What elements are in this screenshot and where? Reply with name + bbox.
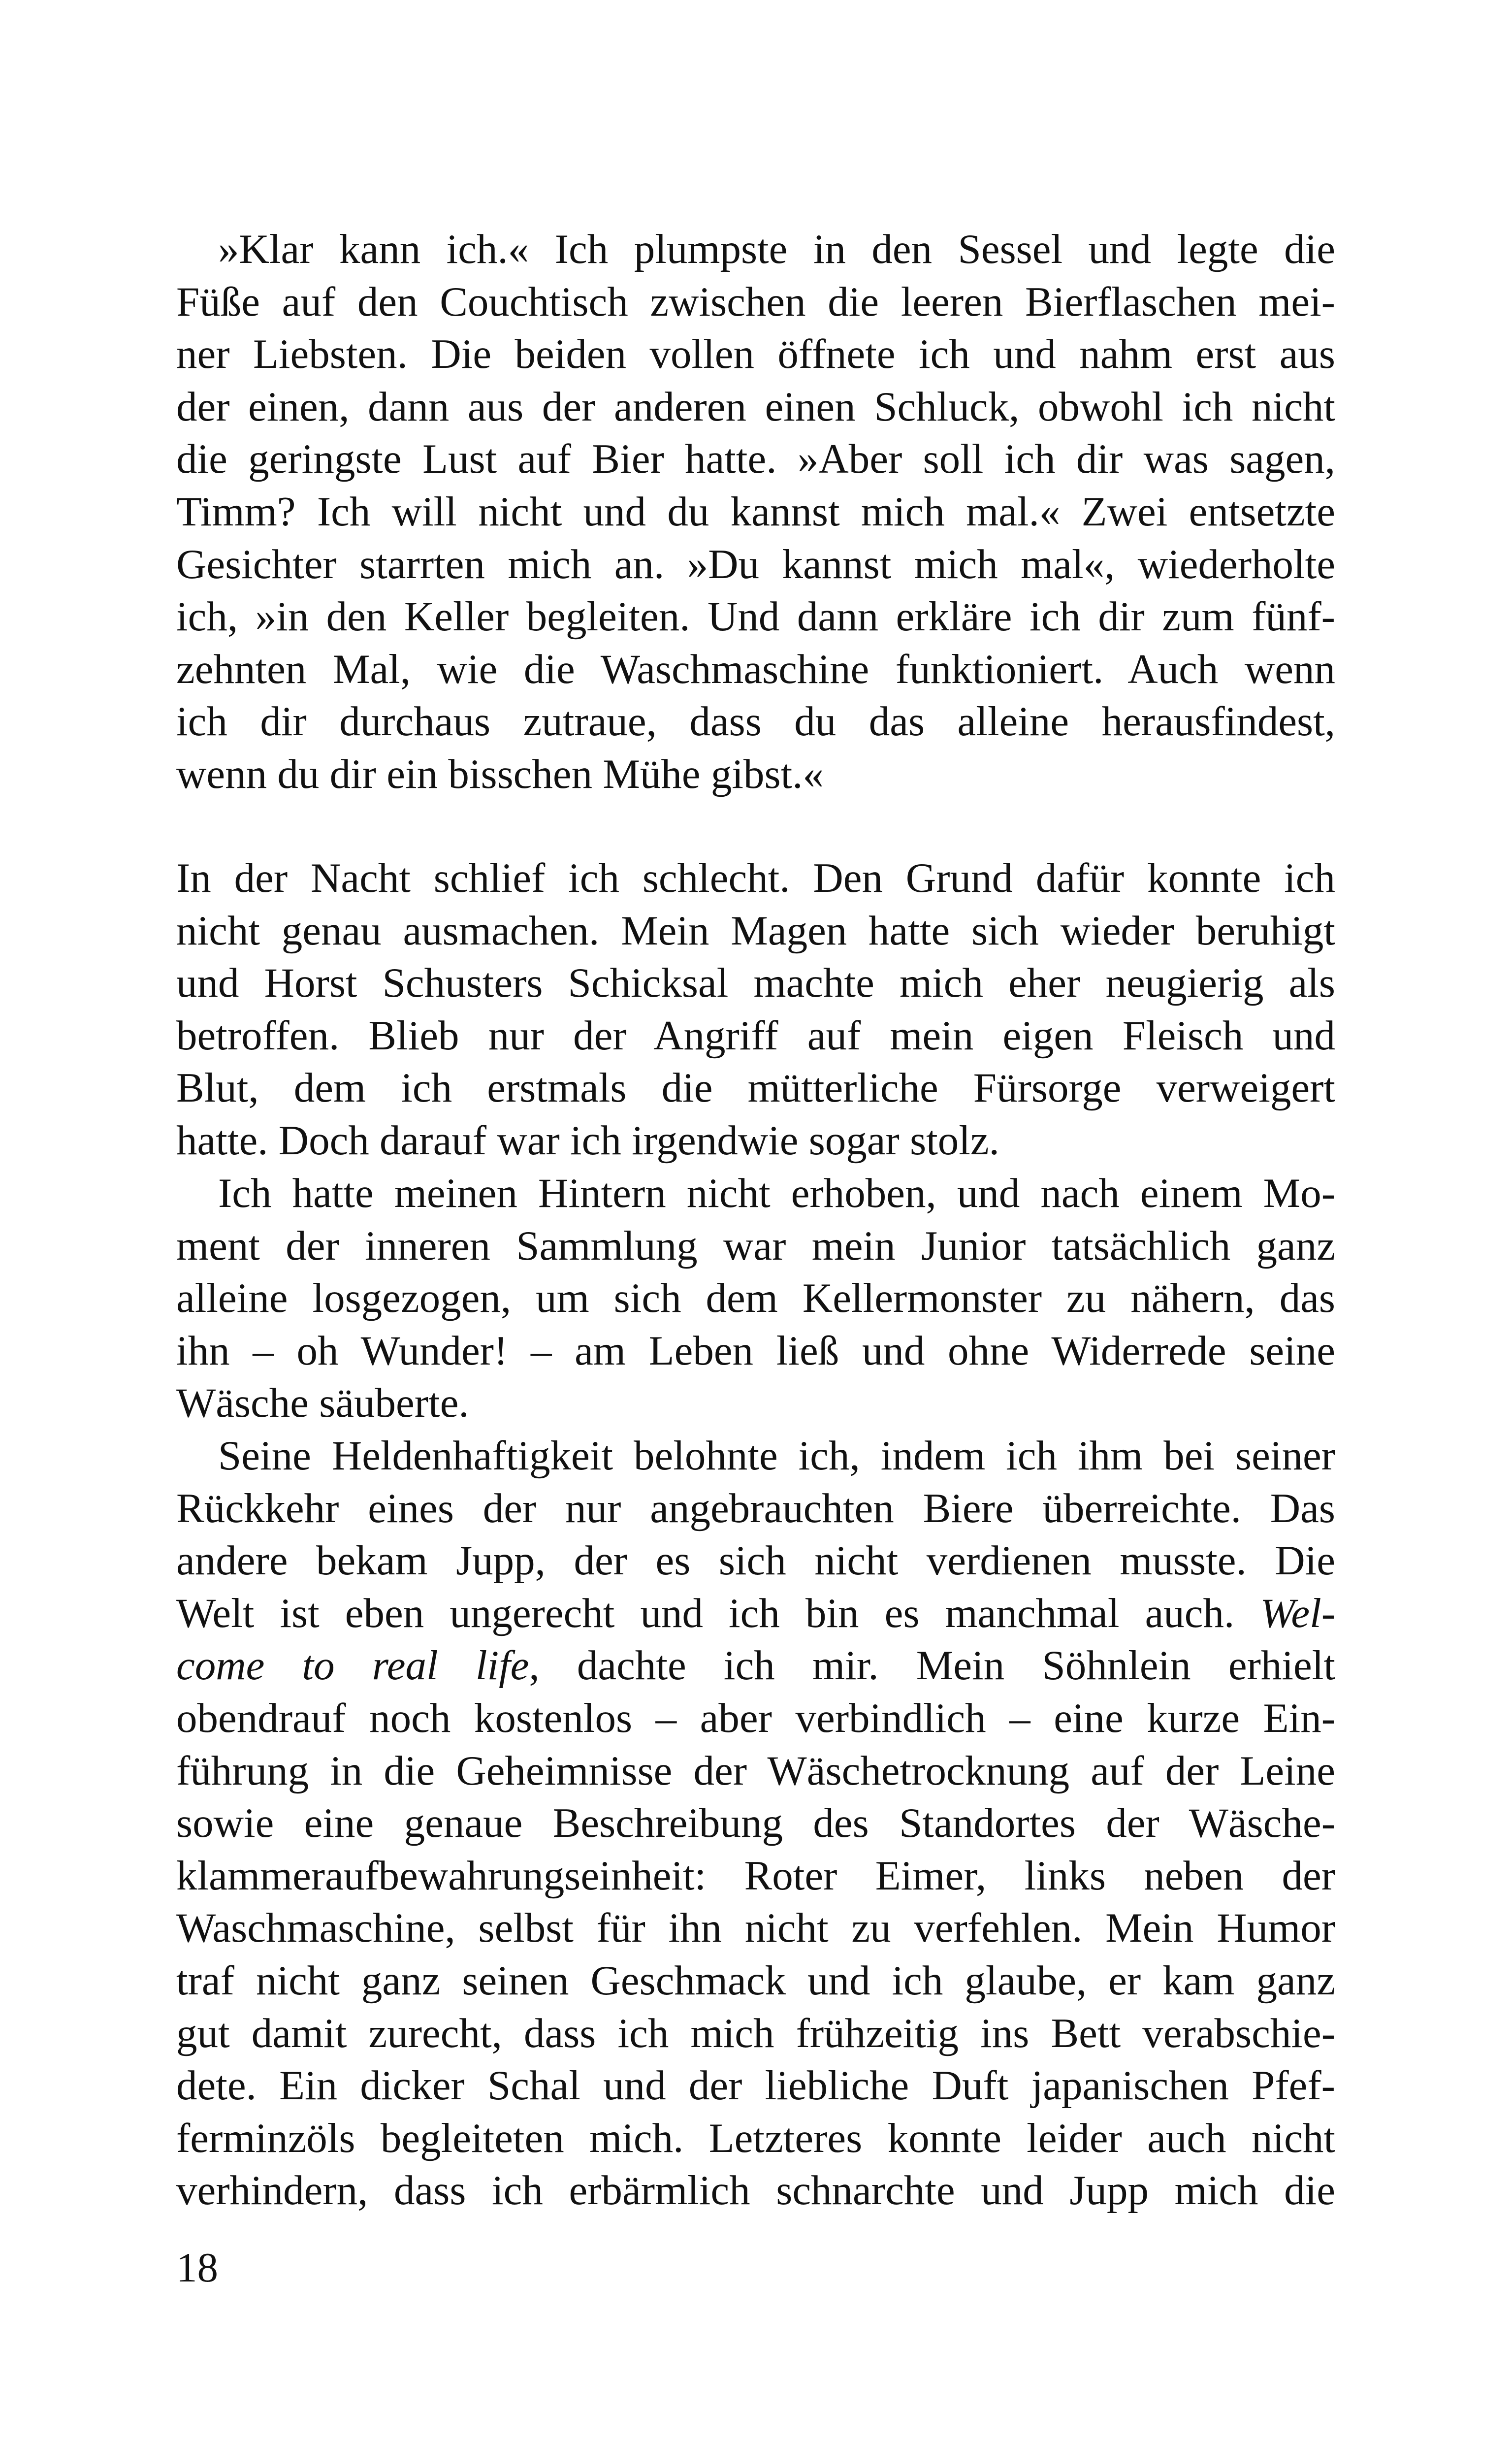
text-line: Seine Heldenhaftigkeit belohnte ich, indem ich ihm bei seiner — [218, 1433, 1335, 1479]
text-line: traf nicht ganz seinen Geschmack und ich glaube, er kam ganz — [176, 1957, 1335, 2004]
text-line: obendrauf noch kostenlos – aber verbindlich – eine kurze Ein- — [176, 1694, 1335, 1741]
text-line: Blut, dem ich erstmals die mütterliche Fürsorge verweigert — [176, 1065, 1335, 1111]
text-line: ment der inneren Sammlung war mein Junior tatsächlich ganz — [176, 1222, 1335, 1269]
text-line: hatte. Doch darauf war ich irgendwie sogar stolz. — [176, 1117, 999, 1164]
page-number: 18 — [176, 2245, 218, 2291]
text-line: ihn – oh Wunder! – am Leben ließ und ohne Widerrede seine — [176, 1327, 1335, 1374]
text-line: Timm? Ich will nicht und du kannst mich mal.« Zwei entsetzte — [176, 488, 1335, 535]
text-line: gut damit zurecht, dass ich mich frühzeitig ins Bett verabschie- — [176, 2010, 1335, 2056]
text-line: zehnten Mal, wie die Waschmaschine funktioniert. Auch wenn — [176, 646, 1335, 692]
text-line: ferminzöls begleiteten mich. Letzteres konnte leider auch nicht — [176, 2115, 1335, 2161]
paragraph-3 — [176, 1167, 1335, 1430]
text-line: ich dir durchaus zutraue, dass du das alleine herausfindest, — [176, 698, 1335, 745]
text-run: , dachte ich mir. Mein Söhnlein erhielt — [529, 1642, 1336, 1689]
text-line: Ich hatte meinen Hintern nicht erhoben, und nach einem Mo- — [218, 1170, 1335, 1216]
text-line: Rückkehr eines der nur angebrauchten Biere überreichte. Das — [176, 1485, 1335, 1531]
text-line: nicht genau ausmachen. Mein Magen hatte sich wieder beruhigt — [176, 907, 1335, 954]
text-line: »Klar kann ich.« Ich plumpste in den Sessel und legte die — [218, 226, 1335, 272]
text-line: In der Nacht schlief ich schlecht. Den Grund dafür konnte ich — [176, 855, 1335, 901]
text-line: alleine losgezogen, um sich dem Kellermonster zu nähern, das — [176, 1275, 1335, 1322]
text-line: betroffen. Blieb nur der Angriff auf mein eigen Fleisch und — [176, 1012, 1335, 1059]
text-line: ner Liebsten. Die beiden vollen öffnete ich und nahm erst aus — [176, 331, 1335, 378]
text-line: sowie eine genaue Beschreibung des Standortes der Wäsche- — [176, 1800, 1335, 1847]
text-line: verhindern, dass ich erbärmlich schnarchte und Jupp mich die — [176, 2167, 1335, 2214]
text-line: ich, »in den Keller begleiten. Und dann erkläre ich dir zum fünf- — [176, 593, 1335, 640]
text-line: klammeraufbewahrungseinheit: Roter Eimer, links neben der — [176, 1852, 1335, 1899]
text-line: Gesichter starrten mich an. »Du kannst mich mal«, wiederholte — [176, 541, 1335, 587]
text-line: dete. Ein dicker Schal und der liebliche Duft japanischen Pfef- — [176, 2062, 1335, 2109]
italic-run: come to real life — [176, 1642, 529, 1689]
paragraph-4 — [176, 1430, 1335, 2217]
text-line: der einen, dann aus der anderen einen Schluck, obwohl ich nicht — [176, 383, 1335, 430]
text-line: Wäsche säuberte. — [176, 1380, 469, 1427]
text-line: Füße auf den Couchtisch zwischen die leeren Bierflaschen mei- — [176, 278, 1335, 325]
text-line-mixed — [176, 1639, 1335, 1692]
paragraph-2 — [176, 852, 1335, 1167]
text-run: Welt ist eben ungerecht und ich bin es manchmal auch. — [176, 1590, 1260, 1636]
text-line: führung in die Geheimnisse der Wäschetrocknung auf der Leine — [176, 1747, 1335, 1794]
text-line: und Horst Schusters Schicksal machte mich eher neugierig als — [176, 960, 1335, 1007]
text-line: die geringste Lust auf Bier hatte. »Aber soll ich dir was sagen, — [176, 436, 1335, 483]
text-line: wenn du dir ein bisschen Mühe gibst.« — [176, 750, 824, 797]
text-line-mixed — [176, 1587, 1335, 1640]
text-line: andere bekam Jupp, der es sich nicht verdienen musste. Die — [176, 1537, 1335, 1584]
text-line: Waschmaschine, selbst für ihn nicht zu verfehlen. Mein Humor — [176, 1905, 1335, 1952]
italic-run: Wel- — [1260, 1590, 1335, 1636]
paragraph-1 — [176, 223, 1335, 801]
